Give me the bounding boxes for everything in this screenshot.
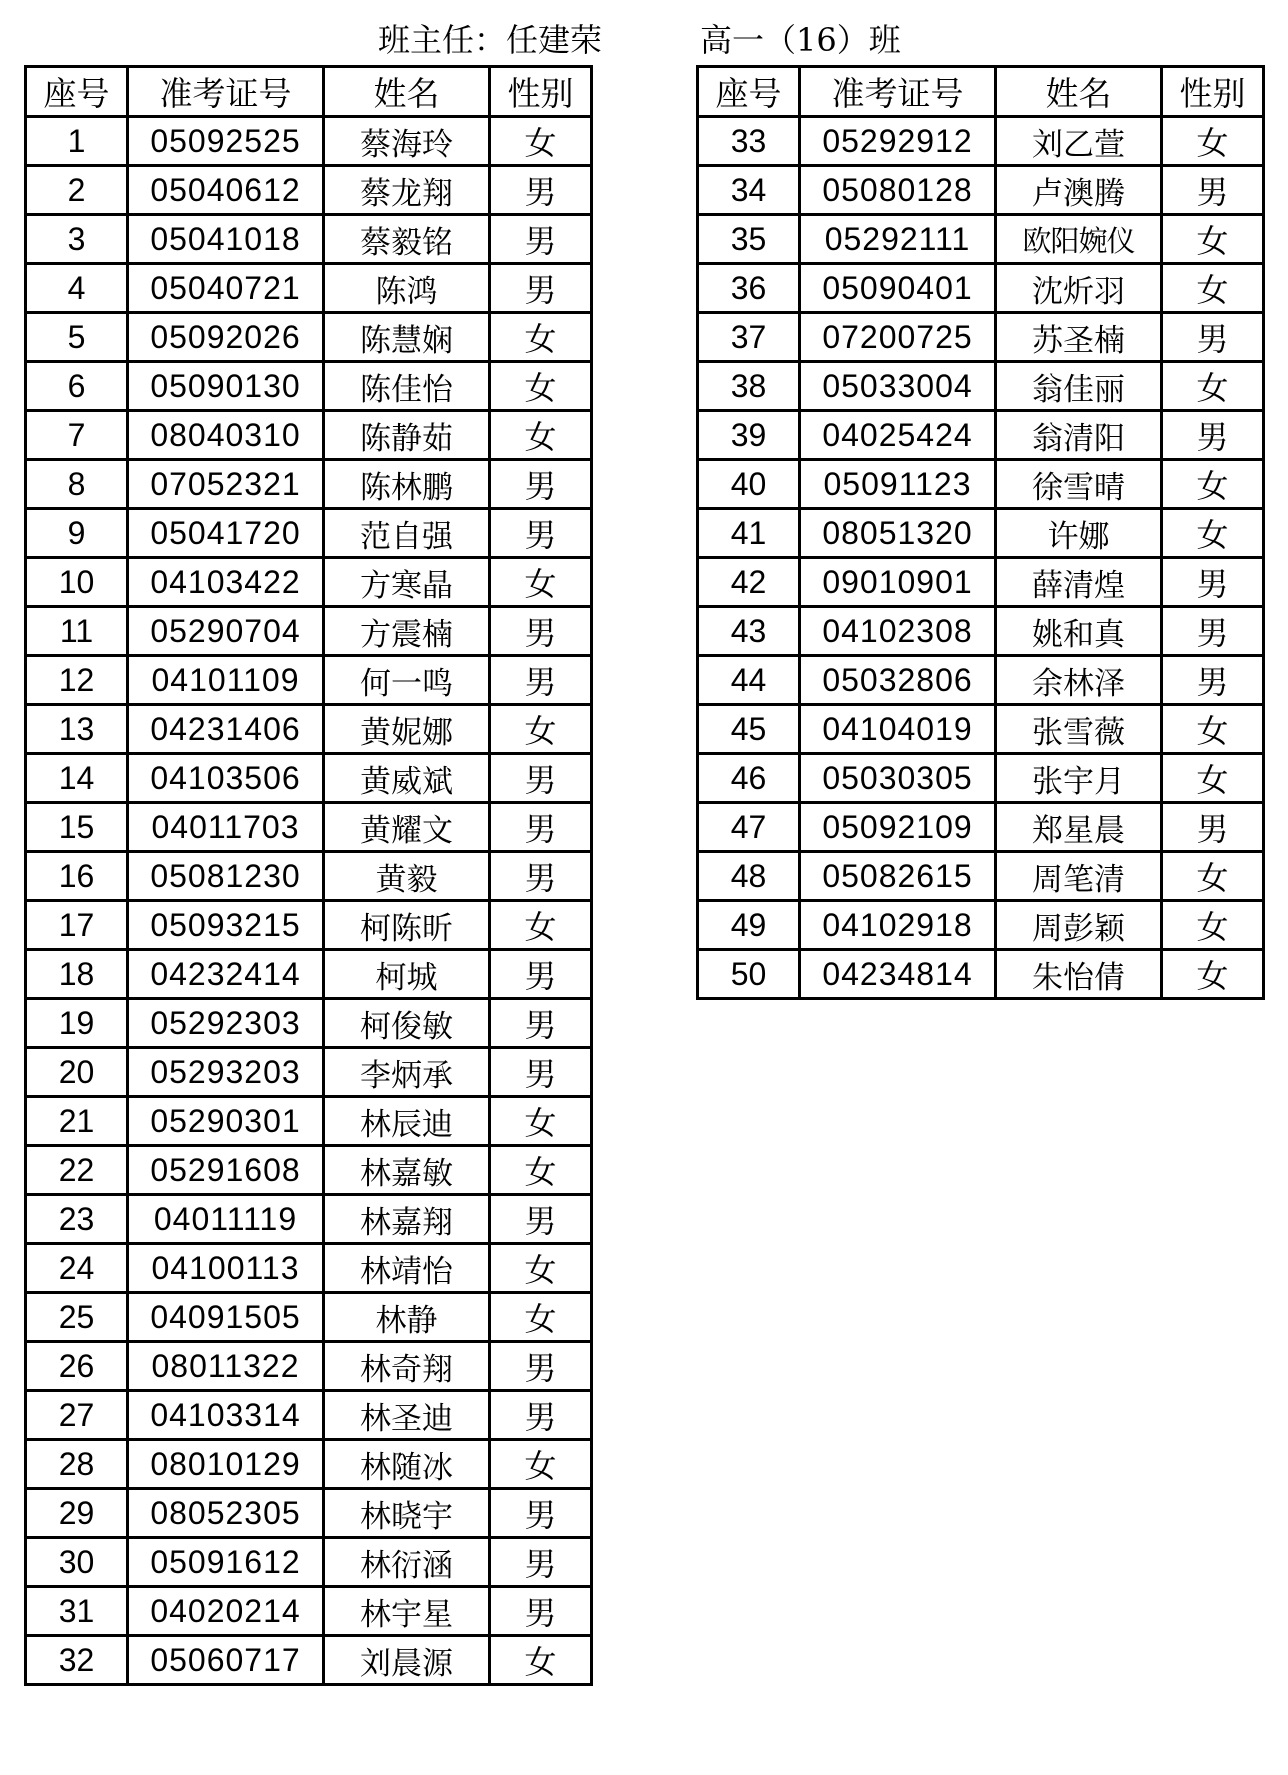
student-gender: 男 bbox=[1162, 166, 1264, 215]
exam-number: 04103314 bbox=[128, 1391, 324, 1440]
seat-number: 15 bbox=[26, 803, 128, 852]
student-gender: 男 bbox=[490, 1538, 592, 1587]
exam-number: 04100113 bbox=[128, 1244, 324, 1293]
seat-number: 2 bbox=[26, 166, 128, 215]
student-gender: 女 bbox=[1162, 852, 1264, 901]
header-row bbox=[26, 67, 592, 117]
exam-number: 05091612 bbox=[128, 1538, 324, 1587]
seat-number: 49 bbox=[698, 901, 800, 950]
seat-number: 8 bbox=[26, 460, 128, 509]
exam-number: 05060717 bbox=[128, 1636, 324, 1685]
seat-number: 9 bbox=[26, 509, 128, 558]
student-name: 黄毅 bbox=[324, 852, 490, 901]
student-gender: 男 bbox=[490, 1391, 592, 1440]
seat-number: 20 bbox=[26, 1048, 128, 1097]
student-name: 林宇星 bbox=[324, 1587, 490, 1636]
column-header-gender: 性别 bbox=[490, 67, 592, 117]
exam-number: 05090130 bbox=[128, 362, 324, 411]
seat-number: 18 bbox=[26, 950, 128, 999]
column-header-name: 姓名 bbox=[324, 67, 490, 117]
table-row bbox=[698, 656, 1264, 705]
student-gender: 女 bbox=[490, 705, 592, 754]
table-row bbox=[26, 1538, 592, 1587]
student-name: 徐雪晴 bbox=[996, 460, 1162, 509]
exam-number: 07052321 bbox=[128, 460, 324, 509]
student-gender: 男 bbox=[1162, 656, 1264, 705]
table-row bbox=[26, 411, 592, 460]
exam-number: 04020214 bbox=[128, 1587, 324, 1636]
seat-number: 33 bbox=[698, 117, 800, 166]
table-row bbox=[26, 558, 592, 607]
student-gender: 男 bbox=[490, 999, 592, 1048]
table-row bbox=[26, 705, 592, 754]
column-header-seat: 座号 bbox=[698, 67, 800, 117]
student-name: 林随冰 bbox=[324, 1440, 490, 1489]
seat-number: 1 bbox=[26, 117, 128, 166]
student-gender: 女 bbox=[1162, 362, 1264, 411]
student-name: 许娜 bbox=[996, 509, 1162, 558]
student-name: 郑星晨 bbox=[996, 803, 1162, 852]
table-row bbox=[698, 362, 1264, 411]
seat-number: 16 bbox=[26, 852, 128, 901]
roster-table-right bbox=[696, 65, 1265, 1000]
exam-number: 04104019 bbox=[800, 705, 996, 754]
exam-number: 05292303 bbox=[128, 999, 324, 1048]
table-row bbox=[26, 656, 592, 705]
student-name: 翁清阳 bbox=[996, 411, 1162, 460]
page-header bbox=[0, 18, 1288, 62]
table-row bbox=[26, 313, 592, 362]
student-name: 周笔清 bbox=[996, 852, 1162, 901]
student-gender: 男 bbox=[490, 1195, 592, 1244]
exam-number: 07200725 bbox=[800, 313, 996, 362]
table-row bbox=[26, 852, 592, 901]
student-name: 卢澳腾 bbox=[996, 166, 1162, 215]
table-row bbox=[26, 1195, 592, 1244]
student-name: 余林泽 bbox=[996, 656, 1162, 705]
student-gender: 男 bbox=[490, 166, 592, 215]
student-name: 陈林鹏 bbox=[324, 460, 490, 509]
student-name: 蔡海玲 bbox=[324, 117, 490, 166]
student-name: 林靖怡 bbox=[324, 1244, 490, 1293]
seat-number: 44 bbox=[698, 656, 800, 705]
exam-number: 04025424 bbox=[800, 411, 996, 460]
student-name: 翁佳丽 bbox=[996, 362, 1162, 411]
exam-number: 04102918 bbox=[800, 901, 996, 950]
student-gender: 男 bbox=[490, 1342, 592, 1391]
seat-number: 10 bbox=[26, 558, 128, 607]
student-gender: 女 bbox=[490, 411, 592, 460]
student-name: 姚和真 bbox=[996, 607, 1162, 656]
exam-number: 05041018 bbox=[128, 215, 324, 264]
exam-number: 05092109 bbox=[800, 803, 996, 852]
exam-number: 04234814 bbox=[800, 950, 996, 999]
table-row bbox=[26, 607, 592, 656]
seat-number: 6 bbox=[26, 362, 128, 411]
seat-number: 40 bbox=[698, 460, 800, 509]
student-gender: 女 bbox=[1162, 509, 1264, 558]
student-name: 刘晨源 bbox=[324, 1636, 490, 1685]
student-name: 范自强 bbox=[324, 509, 490, 558]
student-name: 张雪薇 bbox=[996, 705, 1162, 754]
table-row bbox=[26, 1636, 592, 1685]
student-name: 何一鸣 bbox=[324, 656, 490, 705]
exam-number: 04232414 bbox=[128, 950, 324, 999]
student-name: 方寒晶 bbox=[324, 558, 490, 607]
student-name: 柯俊敏 bbox=[324, 999, 490, 1048]
seat-number: 12 bbox=[26, 656, 128, 705]
student-name: 林嘉敏 bbox=[324, 1146, 490, 1195]
student-gender: 女 bbox=[490, 901, 592, 950]
student-gender: 男 bbox=[490, 460, 592, 509]
exam-number: 08010129 bbox=[128, 1440, 324, 1489]
student-name: 林静 bbox=[324, 1293, 490, 1342]
exam-number: 08052305 bbox=[128, 1489, 324, 1538]
seat-number: 23 bbox=[26, 1195, 128, 1244]
student-gender: 男 bbox=[490, 1489, 592, 1538]
exam-number: 08011322 bbox=[128, 1342, 324, 1391]
table-row bbox=[698, 950, 1264, 999]
homeroom-teacher: 班主任：任建荣 bbox=[378, 21, 603, 59]
table-row bbox=[26, 215, 592, 264]
seat-number: 7 bbox=[26, 411, 128, 460]
student-name: 林衍涵 bbox=[324, 1538, 490, 1587]
student-gender: 男 bbox=[1162, 411, 1264, 460]
seat-number: 19 bbox=[26, 999, 128, 1048]
table-row bbox=[26, 1489, 592, 1538]
seat-number: 28 bbox=[26, 1440, 128, 1489]
student-gender: 男 bbox=[490, 754, 592, 803]
seat-number: 3 bbox=[26, 215, 128, 264]
student-gender: 男 bbox=[490, 1048, 592, 1097]
exam-number: 09010901 bbox=[800, 558, 996, 607]
table-row bbox=[698, 313, 1264, 362]
seat-number: 13 bbox=[26, 705, 128, 754]
student-gender: 女 bbox=[490, 1293, 592, 1342]
student-gender: 女 bbox=[1162, 754, 1264, 803]
student-name: 黄耀文 bbox=[324, 803, 490, 852]
seat-number: 5 bbox=[26, 313, 128, 362]
student-gender: 男 bbox=[1162, 313, 1264, 362]
student-name: 林嘉翔 bbox=[324, 1195, 490, 1244]
exam-number: 05041720 bbox=[128, 509, 324, 558]
student-name: 蔡毅铭 bbox=[324, 215, 490, 264]
exam-number: 04103422 bbox=[128, 558, 324, 607]
table-row bbox=[26, 1587, 592, 1636]
table-row bbox=[698, 558, 1264, 607]
column-header-exam-number: 准考证号 bbox=[800, 67, 996, 117]
seat-number: 41 bbox=[698, 509, 800, 558]
seat-number: 4 bbox=[26, 264, 128, 313]
student-gender: 女 bbox=[490, 313, 592, 362]
seat-number: 42 bbox=[698, 558, 800, 607]
student-name: 蔡龙翔 bbox=[324, 166, 490, 215]
seat-number: 27 bbox=[26, 1391, 128, 1440]
roster-table-left bbox=[24, 65, 593, 1686]
table-row bbox=[698, 705, 1264, 754]
exam-number: 05091123 bbox=[800, 460, 996, 509]
exam-number: 08040310 bbox=[128, 411, 324, 460]
seat-number: 47 bbox=[698, 803, 800, 852]
table-row bbox=[698, 754, 1264, 803]
column-header-gender: 性别 bbox=[1162, 67, 1264, 117]
exam-number: 05082615 bbox=[800, 852, 996, 901]
student-gender: 男 bbox=[490, 950, 592, 999]
exam-number: 05081230 bbox=[128, 852, 324, 901]
student-gender: 女 bbox=[1162, 950, 1264, 999]
student-gender: 男 bbox=[490, 656, 592, 705]
student-gender: 女 bbox=[1162, 215, 1264, 264]
class-name: 高一（16）班 bbox=[700, 21, 901, 59]
seat-number: 34 bbox=[698, 166, 800, 215]
exam-number: 05030305 bbox=[800, 754, 996, 803]
student-gender: 男 bbox=[490, 1587, 592, 1636]
exam-number: 05090401 bbox=[800, 264, 996, 313]
student-name: 沈炘羽 bbox=[996, 264, 1162, 313]
seat-number: 38 bbox=[698, 362, 800, 411]
seat-number: 25 bbox=[26, 1293, 128, 1342]
table-row bbox=[26, 460, 592, 509]
student-gender: 男 bbox=[490, 215, 592, 264]
student-name: 刘乙萱 bbox=[996, 117, 1162, 166]
seat-number: 36 bbox=[698, 264, 800, 313]
student-name: 朱怡倩 bbox=[996, 950, 1162, 999]
table-row bbox=[26, 1391, 592, 1440]
student-name: 黄妮娜 bbox=[324, 705, 490, 754]
student-gender: 女 bbox=[490, 362, 592, 411]
exam-number: 05032806 bbox=[800, 656, 996, 705]
student-gender: 女 bbox=[490, 1146, 592, 1195]
table-row bbox=[26, 1293, 592, 1342]
table-row bbox=[698, 411, 1264, 460]
column-header-exam-number: 准考证号 bbox=[128, 67, 324, 117]
student-gender: 女 bbox=[490, 1440, 592, 1489]
student-gender: 男 bbox=[490, 607, 592, 656]
exam-number: 04011703 bbox=[128, 803, 324, 852]
seat-number: 45 bbox=[698, 705, 800, 754]
student-gender: 女 bbox=[490, 1244, 592, 1293]
table-row bbox=[26, 1146, 592, 1195]
student-gender: 男 bbox=[490, 264, 592, 313]
exam-number: 05033004 bbox=[800, 362, 996, 411]
student-gender: 女 bbox=[490, 1097, 592, 1146]
student-gender: 女 bbox=[1162, 901, 1264, 950]
student-name: 方震楠 bbox=[324, 607, 490, 656]
student-gender: 男 bbox=[1162, 607, 1264, 656]
student-name: 林奇翔 bbox=[324, 1342, 490, 1391]
seat-number: 14 bbox=[26, 754, 128, 803]
seat-number: 31 bbox=[26, 1587, 128, 1636]
student-name: 苏圣楠 bbox=[996, 313, 1162, 362]
student-gender: 女 bbox=[1162, 705, 1264, 754]
seat-number: 17 bbox=[26, 901, 128, 950]
seat-number: 43 bbox=[698, 607, 800, 656]
student-name: 柯城 bbox=[324, 950, 490, 999]
exam-number: 05291608 bbox=[128, 1146, 324, 1195]
exam-number: 04103506 bbox=[128, 754, 324, 803]
column-header-name: 姓名 bbox=[996, 67, 1162, 117]
exam-number: 04091505 bbox=[128, 1293, 324, 1342]
table-row bbox=[26, 803, 592, 852]
seat-number: 29 bbox=[26, 1489, 128, 1538]
student-gender: 女 bbox=[490, 117, 592, 166]
table-row bbox=[698, 607, 1264, 656]
seat-number: 46 bbox=[698, 754, 800, 803]
seat-number: 24 bbox=[26, 1244, 128, 1293]
student-name: 陈慧娴 bbox=[324, 313, 490, 362]
exam-number: 05290704 bbox=[128, 607, 324, 656]
table-row bbox=[26, 117, 592, 166]
table-row bbox=[26, 950, 592, 999]
exam-number: 05040721 bbox=[128, 264, 324, 313]
student-name: 张宇月 bbox=[996, 754, 1162, 803]
seat-number: 32 bbox=[26, 1636, 128, 1685]
seat-number: 35 bbox=[698, 215, 800, 264]
table-row bbox=[26, 999, 592, 1048]
table-row bbox=[698, 215, 1264, 264]
student-gender: 男 bbox=[490, 509, 592, 558]
table-row bbox=[26, 901, 592, 950]
student-name: 林晓宇 bbox=[324, 1489, 490, 1538]
exam-number: 05040612 bbox=[128, 166, 324, 215]
student-name: 薛清煌 bbox=[996, 558, 1162, 607]
table-row bbox=[26, 1244, 592, 1293]
seat-number: 26 bbox=[26, 1342, 128, 1391]
student-name: 柯陈昕 bbox=[324, 901, 490, 950]
table-row bbox=[26, 754, 592, 803]
table-row bbox=[698, 166, 1264, 215]
student-name: 陈鸿 bbox=[324, 264, 490, 313]
student-gender: 女 bbox=[1162, 460, 1264, 509]
student-name: 李炳承 bbox=[324, 1048, 490, 1097]
table-row bbox=[698, 852, 1264, 901]
table-row bbox=[698, 460, 1264, 509]
table-row bbox=[26, 1048, 592, 1097]
seat-number: 39 bbox=[698, 411, 800, 460]
seat-number: 11 bbox=[26, 607, 128, 656]
seat-number: 37 bbox=[698, 313, 800, 362]
student-name: 陈静茹 bbox=[324, 411, 490, 460]
exam-number: 04102308 bbox=[800, 607, 996, 656]
student-gender: 女 bbox=[490, 1636, 592, 1685]
student-gender: 女 bbox=[1162, 117, 1264, 166]
exam-number: 04231406 bbox=[128, 705, 324, 754]
table-row bbox=[26, 362, 592, 411]
table-row bbox=[698, 901, 1264, 950]
exam-number: 05292912 bbox=[800, 117, 996, 166]
student-name: 周彭颖 bbox=[996, 901, 1162, 950]
student-name: 黄威斌 bbox=[324, 754, 490, 803]
exam-number: 08051320 bbox=[800, 509, 996, 558]
table-row bbox=[26, 509, 592, 558]
exam-number: 05092026 bbox=[128, 313, 324, 362]
student-gender: 女 bbox=[1162, 264, 1264, 313]
student-name: 陈佳怡 bbox=[324, 362, 490, 411]
student-gender: 女 bbox=[490, 558, 592, 607]
table-row bbox=[698, 117, 1264, 166]
table-row bbox=[698, 803, 1264, 852]
seat-number: 22 bbox=[26, 1146, 128, 1195]
student-gender: 男 bbox=[490, 852, 592, 901]
exam-number: 05092525 bbox=[128, 117, 324, 166]
exam-number: 05292111 bbox=[800, 215, 996, 264]
exam-number: 05080128 bbox=[800, 166, 996, 215]
student-gender: 男 bbox=[490, 803, 592, 852]
column-header-seat: 座号 bbox=[26, 67, 128, 117]
exam-number: 04011119 bbox=[128, 1195, 324, 1244]
seat-number: 50 bbox=[698, 950, 800, 999]
student-name: 林辰迪 bbox=[324, 1097, 490, 1146]
exam-number: 05293203 bbox=[128, 1048, 324, 1097]
student-gender: 男 bbox=[1162, 558, 1264, 607]
table-row bbox=[698, 509, 1264, 558]
table-row bbox=[26, 166, 592, 215]
exam-number: 05290301 bbox=[128, 1097, 324, 1146]
table-row bbox=[26, 264, 592, 313]
student-name: 欧阳婉仪 bbox=[996, 215, 1162, 264]
seat-number: 21 bbox=[26, 1097, 128, 1146]
table-row bbox=[26, 1440, 592, 1489]
seat-number: 48 bbox=[698, 852, 800, 901]
student-gender: 男 bbox=[1162, 803, 1264, 852]
table-row bbox=[698, 264, 1264, 313]
header-row bbox=[698, 67, 1264, 117]
exam-number: 05093215 bbox=[128, 901, 324, 950]
student-name: 林圣迪 bbox=[324, 1391, 490, 1440]
table-row bbox=[26, 1097, 592, 1146]
exam-number: 04101109 bbox=[128, 656, 324, 705]
table-row bbox=[26, 1342, 592, 1391]
seat-number: 30 bbox=[26, 1538, 128, 1587]
